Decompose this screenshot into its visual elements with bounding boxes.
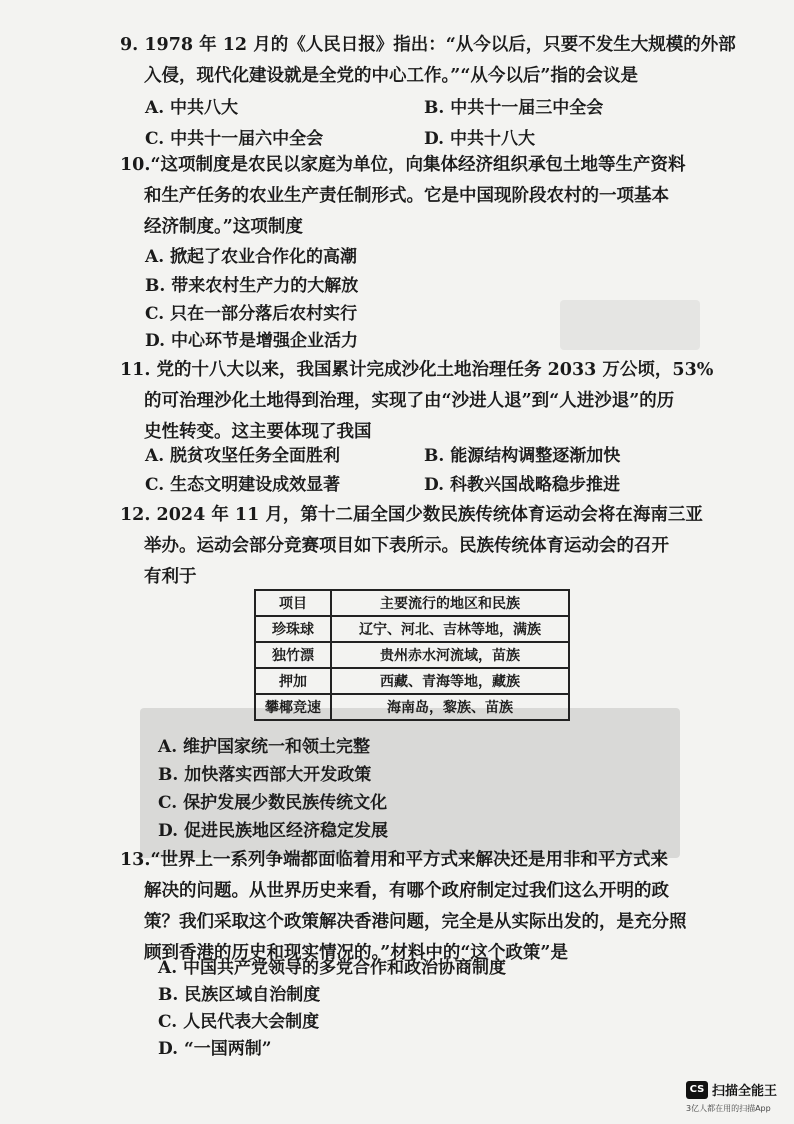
- question-13-line-2: 解决的问题。从世界历史来看，有哪个政府制定过我们这么开明的政: [144, 881, 669, 901]
- question-13-option-c: C. 人民代表大会制度: [158, 1012, 320, 1032]
- question-13-line-1: 13.“世界上一系列争端都面临着用和平方式来解决还是用非和平方式来: [120, 850, 669, 870]
- question-10-line-2: 和生产任务的农业生产责任制形式。它是中国现阶段农村的一项基本: [144, 186, 669, 206]
- question-12-option-a: A. 维护国家统一和领土完整: [158, 737, 371, 757]
- question-10-line-1: 10.“这项制度是农民以家庭为单位，向集体经济组织承包土地等生产资料: [120, 155, 686, 175]
- question-10-option-c: C. 只在一部分落后农村实行: [145, 304, 358, 324]
- table-cell-event: 独竹漂: [255, 642, 331, 668]
- table-row: [255, 694, 569, 720]
- question-13-line-3: 策？我们采取这个政策解决香港问题，完全是从实际出发的，是充分照: [144, 912, 687, 932]
- question-12-option-d: D. 促进民族地区经济稳定发展: [158, 821, 388, 841]
- table-cell-region: 贵州赤水河流域，苗族: [331, 642, 569, 668]
- question-10-option-b: B. 带来农村生产力的大解放: [145, 276, 359, 296]
- question-9-option-b: B. 中共十一届三中全会: [424, 98, 604, 118]
- table-cell-event: 珍珠球: [255, 616, 331, 642]
- question-12-option-b: B. 加快落实西部大开发政策: [158, 765, 372, 785]
- table-row: [255, 616, 569, 642]
- table-header-cell: 项目: [255, 590, 331, 616]
- question-13-option-b: B. 民族区域自治制度: [158, 985, 321, 1005]
- question-11-option-a: A. 脱贫攻坚任务全面胜利: [145, 446, 341, 466]
- camscanner-tagline: 3亿人都在用的扫描App: [686, 1104, 771, 1113]
- question-13-option-d: D. “一国两制”: [158, 1039, 272, 1059]
- question-12-line-2: 举办。运动会部分竞赛项目如下表所示。民族传统体育运动会的召开: [144, 536, 669, 556]
- question-9-line-2: 入侵，现代化建设就是全党的中心工作。”“从今以后”指的会议是: [144, 66, 638, 86]
- table-header-cell: 主要流行的地区和民族: [331, 590, 569, 616]
- question-12-option-c: C. 保护发展少数民族传统文化: [158, 793, 388, 813]
- question-10-option-d: D. 中心环节是增强企业活力: [145, 331, 358, 351]
- question-10-option-a: A. 掀起了农业合作化的高潮: [145, 247, 358, 267]
- table-header-row: [255, 590, 569, 616]
- question-11-line-1: 11. 党的十八大以来，我国累计完成沙化土地治理任务 2033 万公顷，53%: [120, 360, 714, 380]
- question-11: [120, 355, 714, 448]
- question-12: [120, 500, 703, 593]
- scan-smudge: [560, 300, 700, 350]
- table-cell-region: 辽宁、河北、吉林等地，满族: [331, 616, 569, 642]
- question-9: [120, 30, 736, 92]
- question-10-line-3: 经济制度。”这项制度: [144, 217, 303, 237]
- question-13-line-4: 顾到香港的历史和现实情况的。”材料中的“这个政策”是: [144, 943, 568, 963]
- question-9-option-c: C. 中共十一届六中全会: [145, 129, 324, 149]
- camscanner-logo-icon: CS: [686, 1081, 708, 1099]
- table-cell-event: 押加: [255, 668, 331, 694]
- table-row: [255, 668, 569, 694]
- question-11-option-d: D. 科教兴国战略稳步推进: [424, 475, 620, 495]
- question-11-option-c: C. 生态文明建设成效显著: [145, 475, 341, 495]
- question-12-line-3: 有利于: [144, 567, 197, 587]
- question-11-line-3: 史性转变。这主要体现了我国: [144, 422, 372, 442]
- question-9-option-a: A. 中共八大: [145, 98, 239, 118]
- camscanner-brand: 扫描全能王: [712, 1084, 778, 1099]
- question-12-line-1: 12. 2024 年 11 月，第十二届全国少数民族传统体育运动会将在海南三亚: [120, 505, 703, 525]
- question-10: [120, 150, 700, 243]
- table-cell-region: 西藏、青海等地，藏族: [331, 668, 569, 694]
- table-cell-event: 攀椰竞速: [255, 694, 331, 720]
- question-11-line-2: 的可治理沙化土地得到治理，实现了由“沙进人退”到“人进沙退”的历: [144, 391, 675, 411]
- table-cell-region: 海南岛，黎族、苗族: [331, 694, 569, 720]
- table-row: [255, 642, 569, 668]
- question-9-line-1: 9. 1978 年 12 月的《人民日报》指出：“从今以后，只要不发生大规模的外部: [120, 35, 736, 55]
- sports-events-table: [254, 589, 570, 721]
- question-13: [120, 845, 700, 969]
- question-13-option-a: A. 中国共产党领导的多党合作和政治协商制度: [158, 958, 507, 978]
- question-11-option-b: B. 能源结构调整逐渐加快: [424, 446, 621, 466]
- question-9-option-d: D. 中共十八大: [424, 129, 535, 149]
